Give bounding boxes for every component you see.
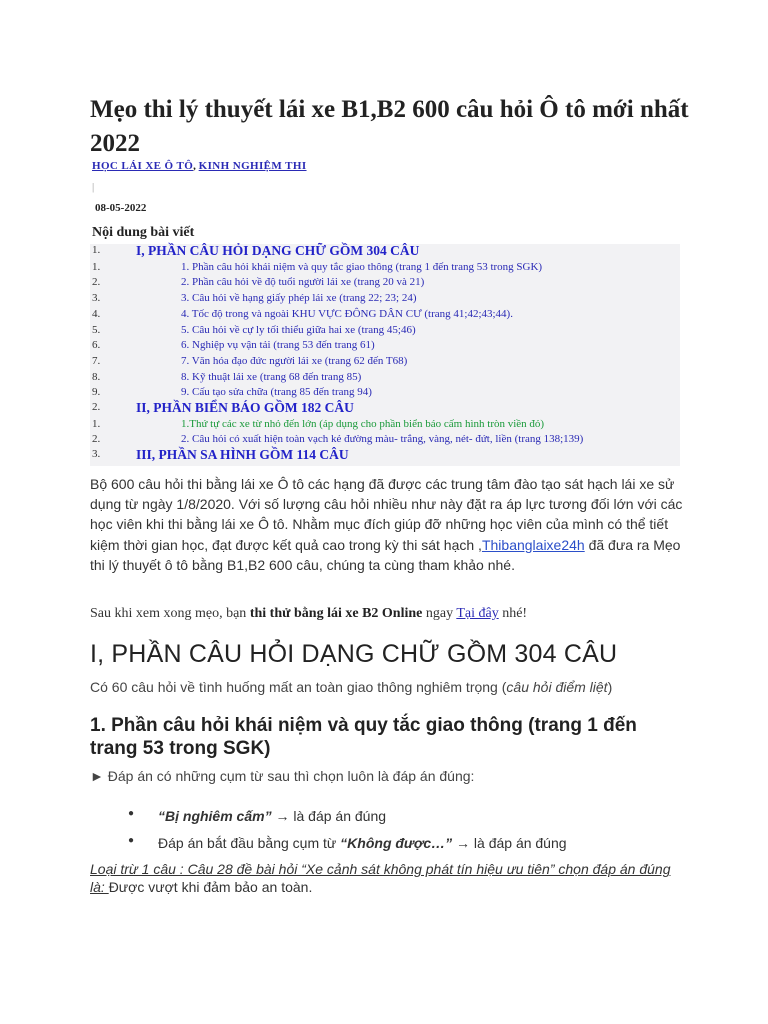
bullet-dot-icon: ● xyxy=(128,808,135,819)
online-note-suffix: nhé! xyxy=(498,606,528,621)
bullet-suffix: → là đáp án đúng xyxy=(452,835,567,851)
table-of-contents xyxy=(90,223,680,466)
answer-note: ► Đáp án có những cụm từ sau thì chọn luôn là đáp án đúng: xyxy=(90,768,475,784)
toc-item-link[interactable]: 4. Tốc độ trong và ngoài KHU VỰC ĐÔNG DÂN CƯ (trang 41;42;43;44). xyxy=(181,307,513,320)
toc-item[interactable] xyxy=(90,323,680,338)
bullet-bold: “Không được…” xyxy=(340,835,453,851)
toc-item-number: 4. xyxy=(92,307,101,320)
toc-item-link[interactable]: II, PHẦN BIỂN BÁO GỒM 182 CÂU xyxy=(136,400,354,415)
toc-item-number: 1. xyxy=(92,417,101,430)
category-separator: , xyxy=(193,160,199,172)
bullet-dot-icon: ● xyxy=(128,835,135,846)
toc-item-link[interactable]: 2. Câu hỏi có xuất hiện toàn vạch kẻ đường màu- trắng, vàng, nét- đứt, liền (trang 138;139) xyxy=(181,433,584,446)
online-note-bold: thi thử bằng lái xe B2 Online xyxy=(249,606,423,621)
article-title: Mẹo thi lý thuyết lái xe B1,B2 600 câu hỏi Ô tô mới nhất 2022 xyxy=(90,96,689,157)
online-test-note xyxy=(90,606,527,622)
toc-item-number: 3. xyxy=(92,292,101,305)
toc-item[interactable] xyxy=(90,432,680,447)
intro-text: Bộ 600 câu hỏi thi bằng lái xe Ô tô các hạng đã được các trung tâm đào tạo sát hạch lái xe sử dụng từ ngày 1/8/2020. Với số lượng câu hỏi nhiều như này đặt ra áp lực tương đối lớn với các học viên khi thi bằng lái xe Ô tô. Nhằm mục đích giúp đỡ những học viên của mình có thể tiết kiệm thời gian học, đạt được kết quả cao trong kỳ thi sát hạch , xyxy=(90,476,683,553)
toc-item-number: 7. xyxy=(92,354,101,367)
toc-item-link[interactable]: 7. Văn hóa đạo đức người lái xe (trang 62 đến T68) xyxy=(181,354,408,367)
toc-item[interactable] xyxy=(90,307,680,322)
category-link-kinh-nghiem-thi[interactable]: KINH NGHIỆM THI xyxy=(198,160,307,172)
online-note-middle: ngay xyxy=(422,606,457,621)
bullet-bold: “Bị nghiêm cấm” xyxy=(158,808,272,824)
exclusion-rest: Được vượt khi đảm bảo an toàn. xyxy=(108,879,313,895)
intro-text-end: đã đưa ra Mẹo thi lý thuyết ô tô bằng B1,B2 600 câu, chúng ta cùng tham khảo nhé. xyxy=(90,536,681,573)
section-heading: I, PHẦN CÂU HỎI DẠNG CHỮ GỒM 304 CÂU xyxy=(90,640,618,668)
toc-item-link[interactable]: 8. Kỹ thuật lái xe (trang 68 đến trang 85) xyxy=(181,370,362,383)
bullet-prefix: Đáp án bắt đầu bằng cụm từ xyxy=(158,835,341,851)
toc-item[interactable] xyxy=(90,354,680,369)
toc-item[interactable] xyxy=(90,370,680,385)
toc-item-link[interactable]: 1. Phần câu hỏi khái niệm và quy tắc giao thông (trang 1 đến trang 53 trong SGK) xyxy=(181,260,543,273)
exclusion-underlined: Loại trừ 1 câu : Câu 28 đề bài hỏi “Xe cảnh sát không phát tín hiệu ưu tiên” chọn đáp án đúng là: xyxy=(90,861,671,895)
toc-item[interactable] xyxy=(90,338,680,353)
toc-item-link[interactable]: 1.Thứ tự các xe từ nhỏ đến lớn (áp dụng cho phần biển báo cấm hình tròn viền đỏ) xyxy=(181,417,545,430)
toc-item[interactable] xyxy=(90,447,680,462)
bullet-suffix: → là đáp án đúng xyxy=(271,808,387,824)
toc-item-number: 2. xyxy=(92,401,101,413)
toc-item-number: 6. xyxy=(92,339,101,352)
toc-item-number: 2. xyxy=(92,276,101,289)
toc-item-number: 8. xyxy=(92,370,101,383)
thibanglaixe24h-link[interactable]: Thibanglaixe24h xyxy=(481,536,585,553)
toc-box xyxy=(90,244,680,466)
toc-item[interactable] xyxy=(90,243,680,258)
toc-item-link[interactable]: 2. Phần câu hỏi về độ tuổi người lái xe (trang 20 và 21) xyxy=(181,276,425,289)
category-link-hoc-lai-xe[interactable]: HỌC LÁI XE Ô TÔ xyxy=(92,160,194,172)
exclusion-note xyxy=(90,860,680,896)
publish-date: 08-05-2022 xyxy=(95,202,147,214)
toc-item[interactable] xyxy=(90,291,680,306)
toc-item[interactable] xyxy=(90,417,680,432)
toc-item-link[interactable]: 9. Cấu tạo sửa chữa (trang 85 đến trang 94) xyxy=(181,386,372,399)
section-subtitle-suffix: ) xyxy=(607,679,613,695)
section-subtitle-prefix: Có 60 câu hỏi về tình huống mất an toàn giao thông nghiêm trọng ( xyxy=(90,679,507,695)
toc-item-link[interactable]: 6. Nghiệp vụ vận tải (trang 53 đến trang 61) xyxy=(181,339,375,352)
toc-item-link[interactable]: 5. Câu hỏi về cự ly tối thiểu giữa hai xe (trang 45;46) xyxy=(181,323,416,336)
toc-item[interactable] xyxy=(90,385,680,400)
toc-item[interactable] xyxy=(90,260,680,275)
meta-separator: | xyxy=(92,181,95,193)
intro-paragraph xyxy=(90,474,690,575)
category-links xyxy=(92,160,307,172)
section-subtitle-italic: câu hỏi điểm liệt xyxy=(506,679,608,695)
toc-item[interactable] xyxy=(90,275,680,290)
toc-item-number: 9. xyxy=(92,386,101,399)
tai-day-link[interactable]: Tại đây xyxy=(456,606,499,621)
toc-item-number: 5. xyxy=(92,323,101,336)
online-note-prefix: Sau khi xem xong mẹo, bạn xyxy=(90,606,250,621)
toc-item-number: 1. xyxy=(92,260,101,273)
toc-title: Nội dung bài viết xyxy=(92,225,195,240)
subsection-heading: 1. Phần câu hỏi khái niệm và quy tắc giao thông (trang 1 đến trang 53 trong SGK) xyxy=(90,715,637,759)
toc-item-link[interactable]: III, PHẦN SA HÌNH GỒM 114 CÂU xyxy=(136,447,349,463)
toc-item-link[interactable]: 3. Câu hỏi về hạng giấy phép lái xe (trang 22; 23; 24) xyxy=(181,292,417,305)
toc-item-number: 2. xyxy=(92,433,101,446)
toc-item[interactable] xyxy=(90,400,680,415)
toc-item-link[interactable]: I, PHẦN CÂU HỎI DẠNG CHỮ GỒM 304 CÂU xyxy=(136,243,420,258)
toc-item-number: 1. xyxy=(92,244,101,256)
toc-item-number: 3. xyxy=(92,448,101,461)
section-subtitle xyxy=(90,679,612,695)
